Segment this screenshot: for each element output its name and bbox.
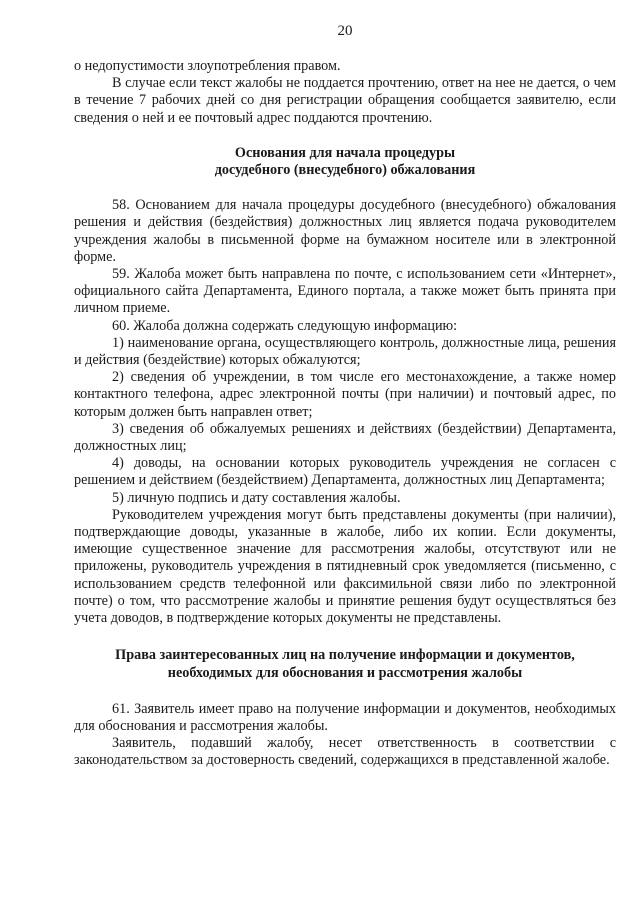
paragraph-continuation: о недопустимости злоупотребления правом.	[74, 58, 341, 74]
list-item-4: 4) доводы, на основании которых руководитель учреждения не согласен с решением и действием (бездействием) Департамента, должностных лиц Департамента;	[74, 455, 616, 489]
paragraph-responsibility: Заявитель, подавший жалобу, несет ответственность в соответствии с законодательством за достоверность сведений, содержащихся в представленной жалобе.	[74, 735, 616, 769]
paragraph-59: 59. Жалоба может быть направлена по почте, с использованием сети «Интернет», официального сайта Департамента, Единого портала, а также может быть принята при личном приеме.	[74, 266, 616, 317]
list-item-2: 2) сведения об учреждении, в том числе его местонахождение, а также номер контактного телефона, адрес электронной почты (при наличии) и почтовый адрес, по которым должен быть направлен ответ;	[74, 369, 616, 420]
section-heading-rights	[74, 647, 616, 681]
list-item-5: 5) личную подпись и дату составления жалобы.	[112, 489, 401, 506]
paragraph-60: 60. Жалоба должна содержать следующую информацию:	[112, 317, 458, 334]
document-page	[74, 22, 616, 770]
paragraph-61: 61. Заявитель имеет право на получение информации и документов, необходимых для обоснования и рассмотрения жалобы.	[74, 700, 616, 734]
heading-line: необходимых для обоснования и рассмотрения жалобы	[167, 664, 523, 681]
heading-line: досудебного (внесудебного) обжалования	[214, 162, 476, 179]
heading-line: Права заинтересованных лиц на получение информации и документов,	[115, 647, 575, 664]
list-item-1: 1) наименование органа, осуществляющего контроль, должностные лица, решения и действия (бездействие) которых обжалуются;	[74, 334, 616, 369]
page-number: 20	[337, 23, 353, 39]
paragraph-58: 58. Основанием для начала процедуры досудебного (внесудебного) обжалования решения и действия (бездействия) должностных лиц является подача руководителем учреждения жалобы в письменной форме на бумажном носителе или в электронной форме.	[74, 197, 616, 265]
heading-line: Основания для начала процедуры	[234, 144, 456, 161]
paragraph-documents: Руководителем учреждения могут быть представлены документы (при наличии), подтверждающие доводы, указанные в жалобе, либо их копии. Если документы, имеющие существенное значение для рассмотрения жалобы, отсутствуют или не приложены, руководитель учреждения в пятидневный срок уведомляется (письменно, с использованием средств телефонной или факсимильной связи либо по электронной почте) о том, что рассмотрение жалобы и принятие решения будут осуществляться без учета доводов, в подтверждение которых документы не представлены.	[74, 506, 616, 627]
section-heading-grounds	[74, 145, 616, 179]
paragraph-unreadable-complaint: В случае если текст жалобы не поддается прочтению, ответ на нее не дается, о чем в течение 7 рабочих дней со дня регистрации обращения сообщается заявителю, если сведения о ней и ее почтовый адрес поддаются прочтению.	[74, 75, 616, 126]
list-item-3: 3) сведения об обжалуемых решениях и действиях (бездействии) Департамента, должностных лиц;	[74, 420, 616, 455]
